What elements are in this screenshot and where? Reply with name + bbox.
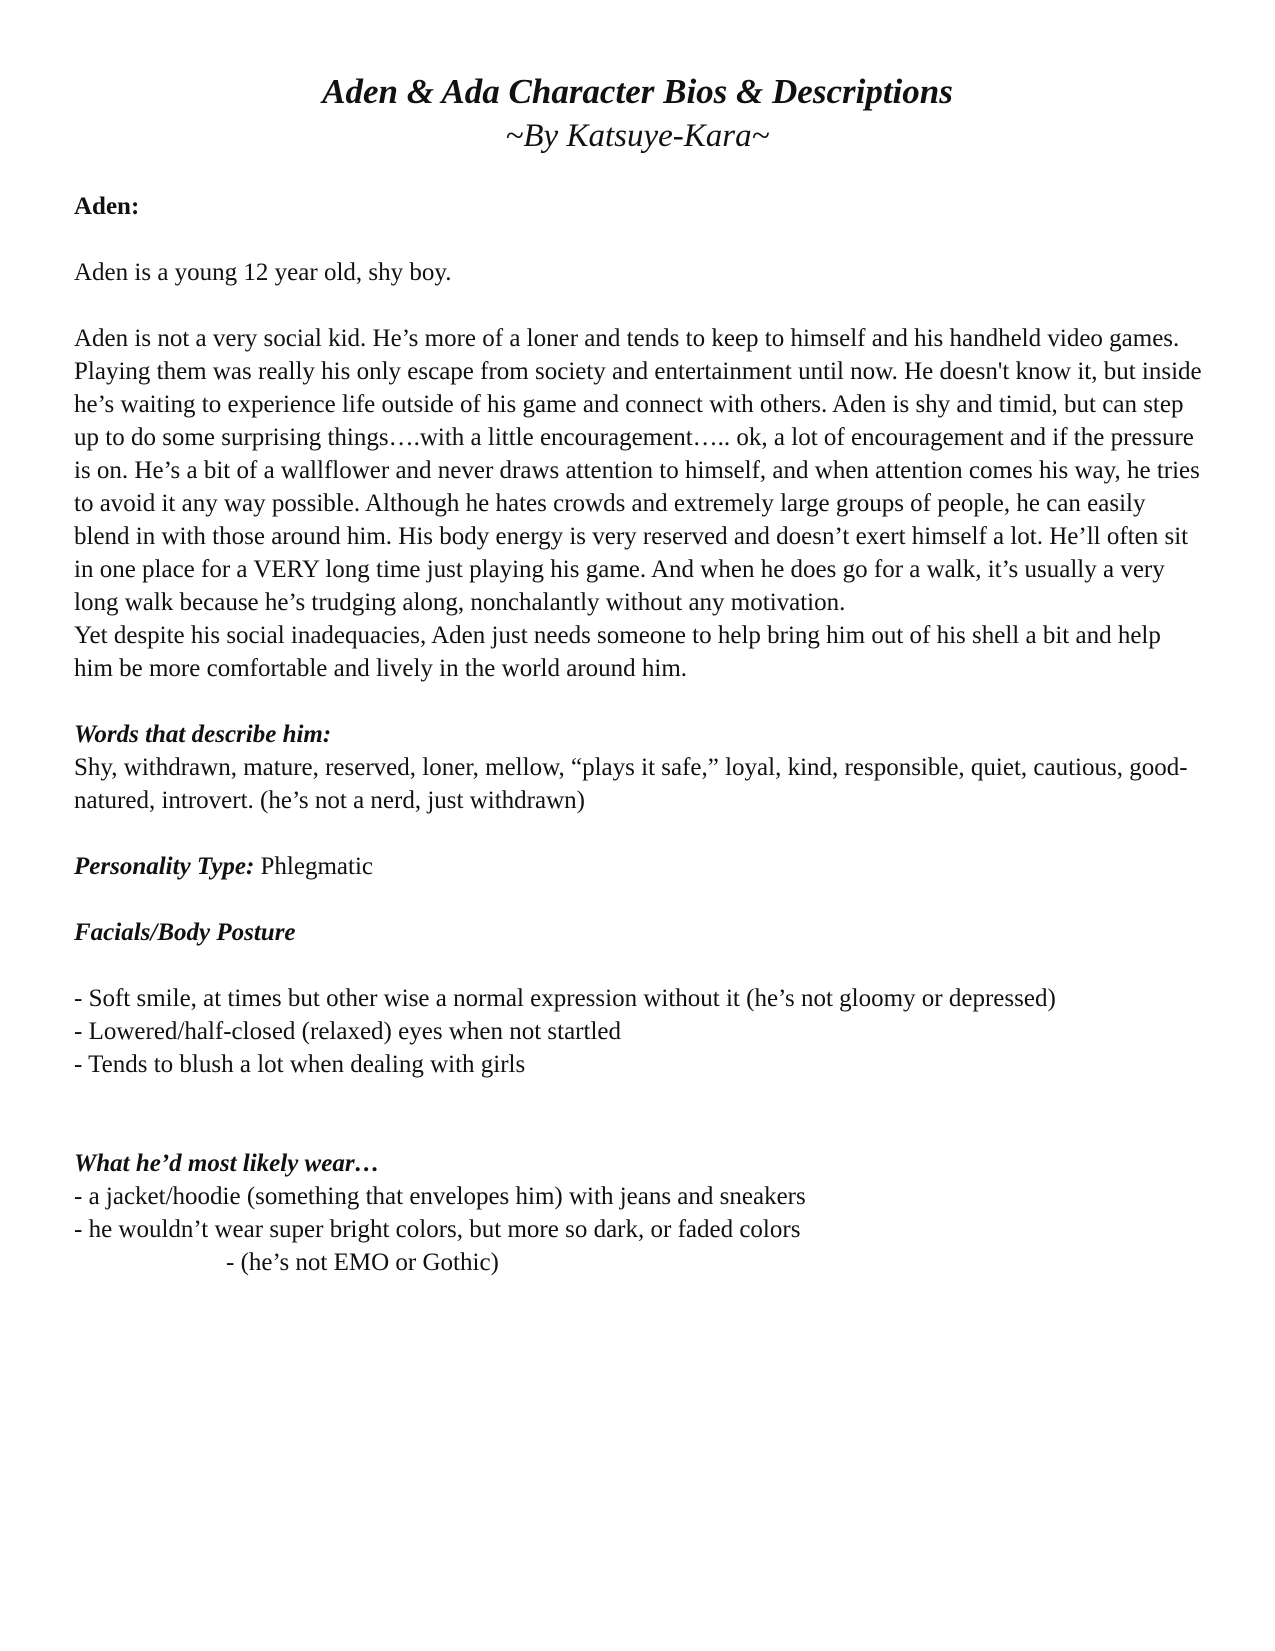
personality-value: Phlegmatic	[254, 853, 374, 880]
words-text: Shy, withdrawn, mature, reserved, loner, mellow, “plays it safe,” loyal, kind, responsible, quiet, cautious, good-natured, introvert. (he’s not a nerd, just withdrawn)	[74, 754, 1188, 814]
document-body	[74, 190, 1204, 1279]
words-heading: Words that describe him:	[74, 721, 332, 748]
bio-paragraph: Aden is not a very social kid. He’s more of a loner and tends to keep to himself and his handheld video games. Playing them was really his only escape from society and entertainment until now. He doesn't know it, but inside he’s waiting to experience life outside of his game and connect with others. Aden is shy and timid, but can step up to do some surprising things….with a little encouragement….. ok, a lot of encouragement and if the pressure is on. He’s a bit of a wallflower and never draws attention to himself, and when attention comes his way, he tries to avoid it any way possible. Although he hates crowds and extremely large groups of people, he can easily blend in with those around him. His body energy is very reserved and doesn’t exert himself a lot. He’ll often sit in one place for a VERY long time just playing his game. And when he does go for a walk, it’s usually a very long walk because he’s trudging along, nonchalantly without any motivation.	[74, 325, 1202, 616]
list-sub-item: - (he’s not EMO or Gothic)	[226, 1249, 499, 1276]
wear-heading: What he’d most likely wear…	[74, 1150, 380, 1177]
list-item: - a jacket/hoodie (something that envelopes him) with jeans and sneakers	[74, 1183, 806, 1210]
facials-heading: Facials/Body Posture	[74, 919, 296, 946]
list-item: - Soft smile, at times but other wise a normal expression without it (he’s not gloomy or depressed)	[74, 985, 1056, 1012]
bio-paragraph: Yet despite his social inadequacies, Aden just needs someone to help bring him out of his shell a bit and help him be more comfortable and lively in the world around him.	[74, 622, 1161, 682]
list-item: - Lowered/half-closed (relaxed) eyes when not startled	[74, 1018, 621, 1045]
personality-label: Personality Type:	[74, 853, 255, 880]
list-item: - Tends to blush a lot when dealing with girls	[74, 1051, 526, 1078]
list-item: - he wouldn’t wear super bright colors, but more so dark, or faded colors	[74, 1216, 801, 1243]
personality-line	[74, 850, 1204, 883]
intro-text: Aden is a young 12 year old, shy boy.	[74, 259, 452, 286]
document-byline: ~By Katsuye-Kara~	[505, 118, 770, 154]
section-heading-aden: Aden:	[74, 193, 140, 220]
document-title: Aden & Ada Character Bios & Descriptions	[322, 72, 953, 111]
